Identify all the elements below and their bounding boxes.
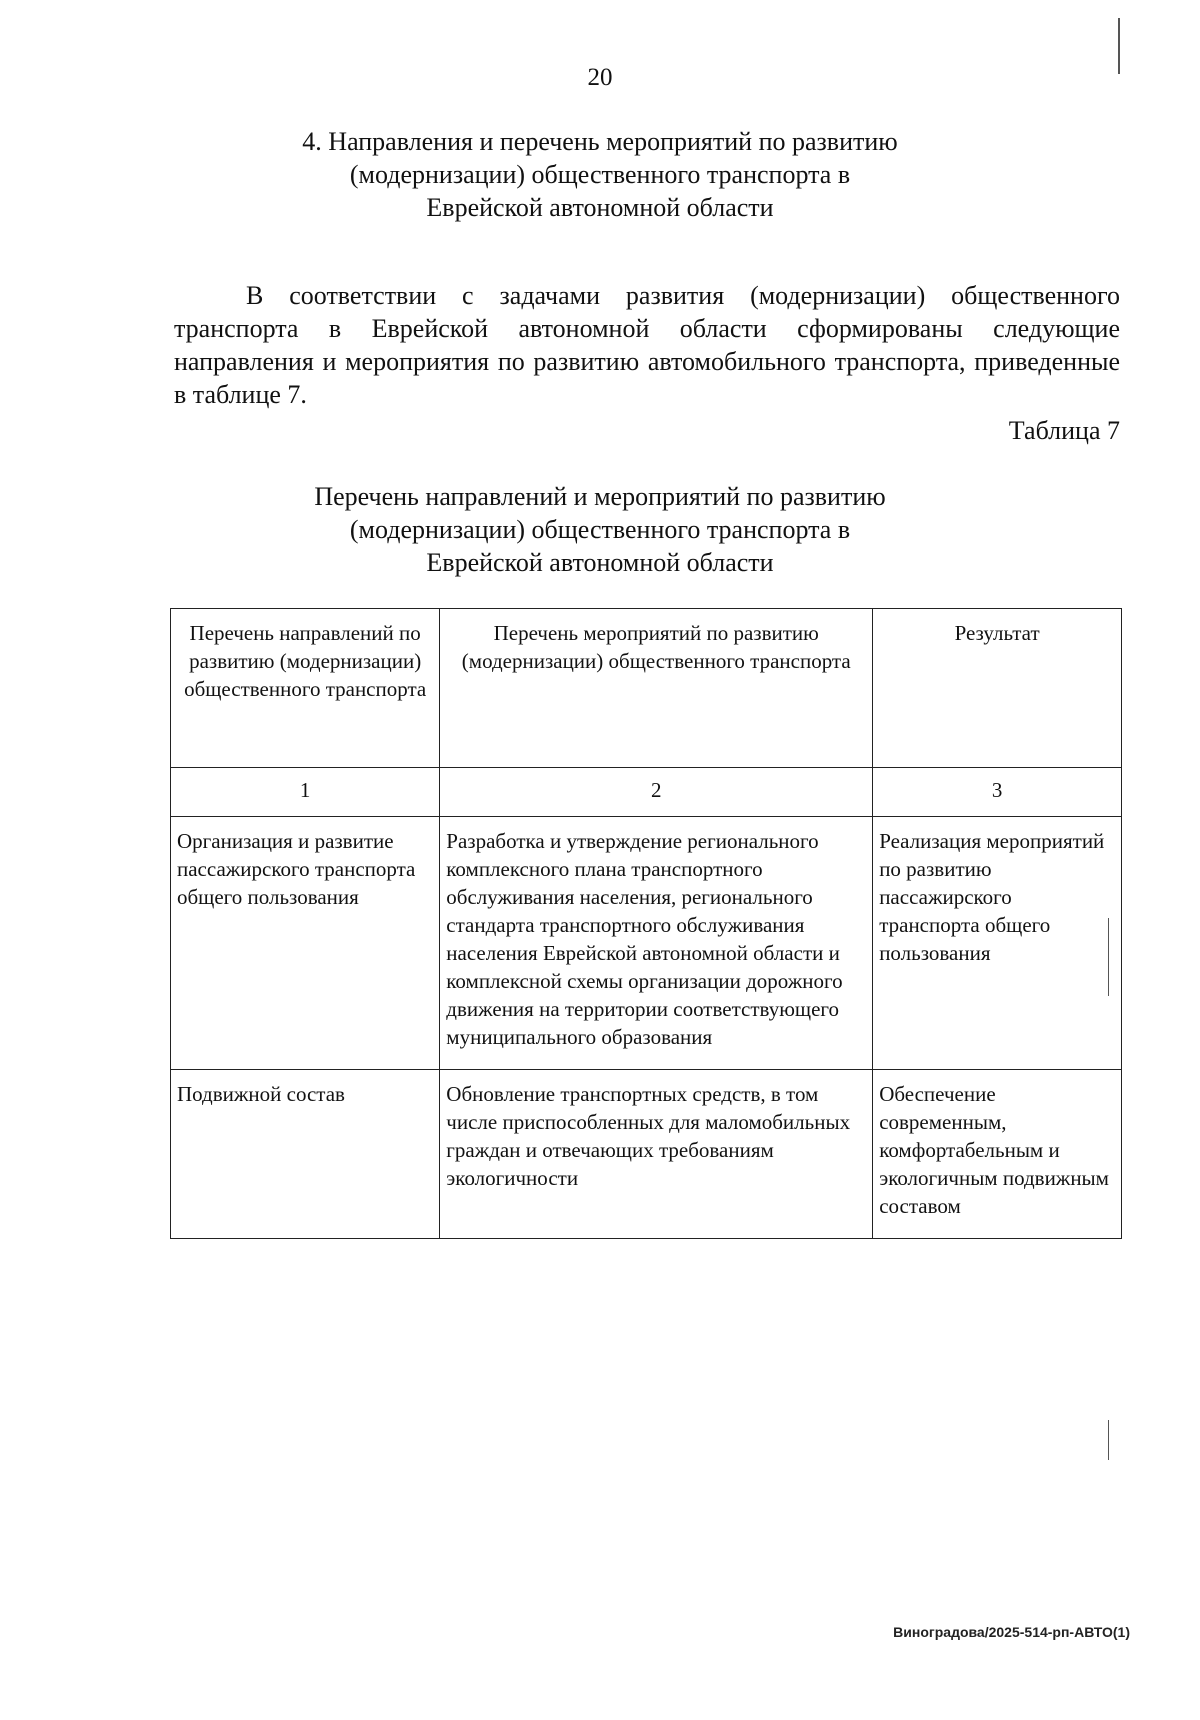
table-row <box>171 817 1122 1070</box>
result-cell: Реализация мероприятий по развитию пассажирского транспорта общего пользования <box>873 817 1122 1070</box>
table-label: Таблица 7 <box>1008 416 1120 445</box>
table-caption-line: (модернизации) общественного транспорта в <box>349 515 851 544</box>
section-heading-line: 4. Направления и перечень мероприятий по развитию <box>302 127 898 156</box>
page-number: 20 <box>587 64 613 91</box>
direction-cell: Организация и развитие пассажирского транспорта общего пользования <box>171 817 440 1070</box>
header-directions: Перечень направлений по развитию (модернизации) общественного транспорта <box>171 609 440 768</box>
scan-edge-mark <box>1108 918 1109 996</box>
section-heading-line: (модернизации) общественного транспорта в <box>349 160 851 189</box>
measure-cell: Обновление транспортных средств, в том числе приспособленных для маломобильных граждан и отвечающих требованиям экологичности <box>440 1070 873 1239</box>
table-header-row <box>171 609 1122 768</box>
scan-edge-mark <box>1118 18 1120 74</box>
column-number: 3 <box>873 768 1122 817</box>
table-caption-line: Перечень направлений и мероприятий по развитию <box>314 482 886 511</box>
measure-cell: Разработка и утверждение регионального комплексного плана транспортного обслуживания населения, регионального стандарта транспортного обслуживания населения Еврейской автономной области и комплексной схемы организации дорожного движения на территории соответствующего муниципального образования <box>440 817 873 1070</box>
column-number: 2 <box>440 768 873 817</box>
section-heading-line: Еврейской автономной области <box>426 193 774 222</box>
measures-table <box>170 608 1122 1239</box>
table-caption-line: Еврейской автономной области <box>426 548 774 577</box>
table-row <box>171 1070 1122 1239</box>
intro-paragraph: В соответствии с задачами развития (модернизации) общественного транспорта в Еврейской автономной области сформированы следующие направления и мероприятия по развитию автомобильного транспорта, приведенные в таблице 7. <box>174 281 1120 409</box>
section-heading <box>150 125 1050 224</box>
header-result: Результат <box>873 609 1122 768</box>
document-reference: Виноградова/2025-514-рп-АВТО(1) <box>893 1624 1130 1640</box>
column-number-row <box>171 768 1122 817</box>
table-caption <box>300 480 900 579</box>
header-measures: Перечень мероприятий по развитию (модернизации) общественного транспорта <box>440 609 873 768</box>
direction-cell: Подвижной состав <box>171 1070 440 1239</box>
scan-edge-mark <box>1108 1420 1109 1460</box>
result-cell: Обеспечение современным, комфортабельным и экологичным подвижным составом <box>873 1070 1122 1239</box>
column-number: 1 <box>171 768 440 817</box>
